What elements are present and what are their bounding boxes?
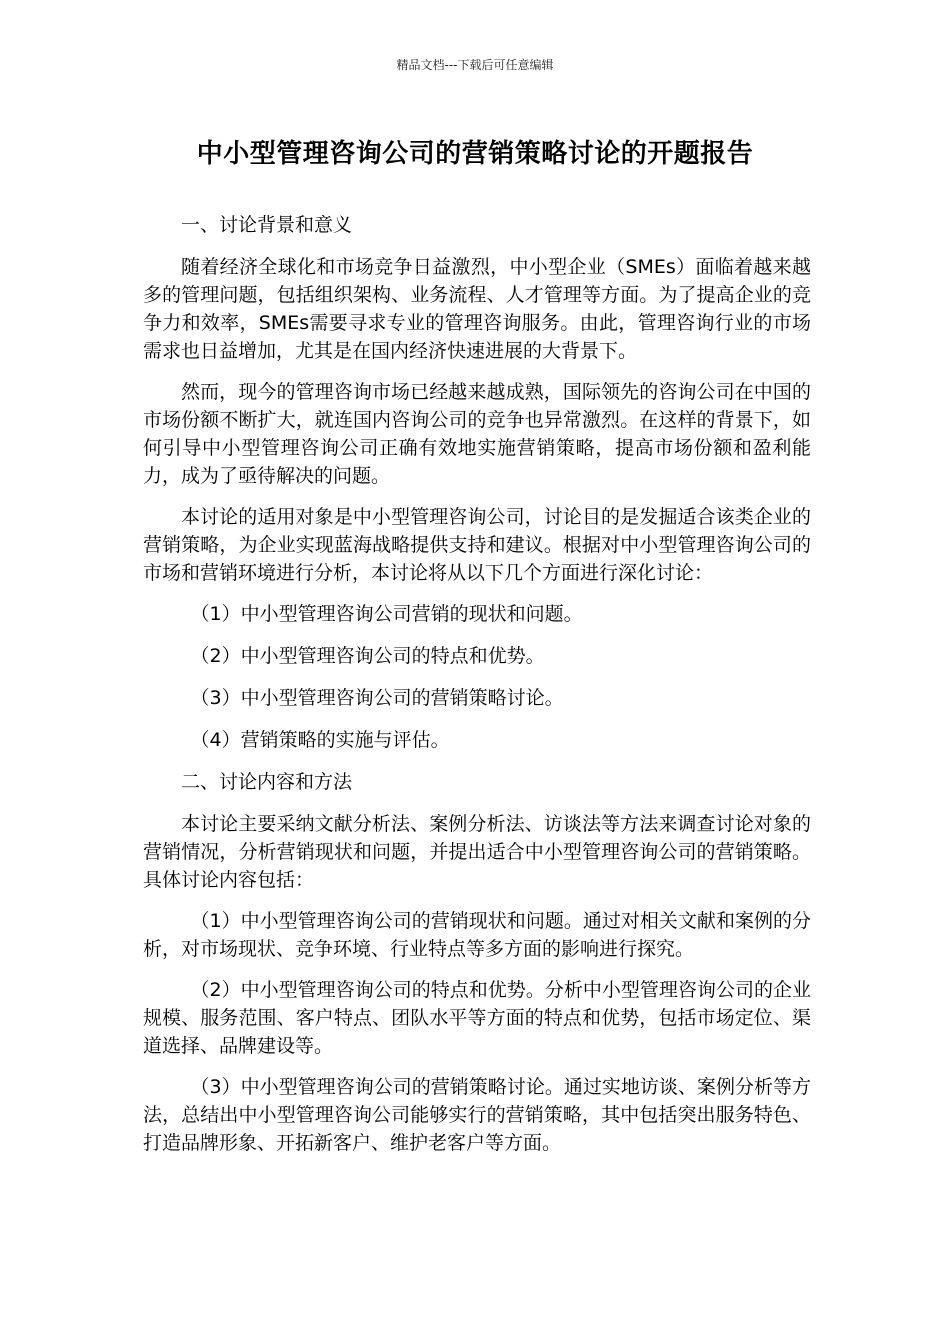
section-heading-methods: 二、讨论内容和方法 (181, 771, 353, 793)
page-header-note: 精品文档---下载后可任意编辑 (396, 58, 554, 72)
detail-paragraph-2: （2）中小型管理咨询公司的特点和优势。分析中小型管理咨询公司的企业规模、服务范围、客户特点、团队水平等方面的特点和优势，包括市场定位、渠道选择、品牌建设等。 (143, 979, 811, 1057)
paragraph-methods-intro: 本讨论主要采纳文献分析法、案例分析法、访谈法等方法来调查讨论对象的营销情况，分析营销现状和问题，并提出适合中小型管理咨询公司的营销策略。具体讨论内容包括： (143, 813, 811, 891)
paragraph-background-2: 然而，现今的管理咨询市场已经越来越成熟，国际领先的咨询公司在中国的市场份额不断扩大，就连国内咨询公司的竞争也异常激烈。在这样的背景下，如何引导中小型管理咨询公司正确有效地实施营销策略，提高市场份额和盈利能力，成为了亟待解决的问题。 (143, 381, 811, 487)
document-body (143, 211, 811, 1170)
detail-paragraph-3: （3）中小型管理咨询公司的营销策略讨论。通过实地访谈、案例分析等方法，总结出中小型管理咨询公司能够实行的营销策略，其中包括突出服务特色、打造品牌形象、开拓新客户、维护老客户等方面。 (143, 1076, 811, 1154)
list-item-4: （4）营销策略的实施与评估。 (190, 729, 450, 751)
list-item-3: （3）中小型管理咨询公司的营销策略讨论。 (190, 687, 564, 709)
paragraph-background-3: 本讨论的适用对象是中小型管理咨询公司，讨论目的是发掘适合该类企业的营销策略，为企业实现蓝海战略提供支持和建议。根据对中小型管理咨询公司的市场和营销环境进行分析，本讨论将从以下几个方面进行深化讨论： (143, 506, 811, 584)
section-heading-background: 一、讨论背景和意义 (181, 214, 353, 236)
list-item-2: （2）中小型管理咨询公司的特点和优势。 (190, 645, 545, 667)
detail-paragraph-1: （1）中小型管理咨询公司的营销现状和问题。通过对相关文献和案例的分析，对市场现状、竞争环境、行业特点等多方面的影响进行探究。 (143, 910, 811, 960)
list-item-1: （1）中小型管理咨询公司营销的现状和问题。 (190, 603, 583, 625)
paragraph-background-1: 随着经济全球化和市场竞争日益激烈，中小型企业（SMEs）面临着越来越多的管理问题，包括组织架构、业务流程、人才管理等方面。为了提高企业的竞争力和效率，SMEs需要寻求专业的管理咨询服务。由此，管理咨询行业的市场需求也日益增加，尤其是在国内经济快速进展的大背景下。 (143, 256, 811, 362)
document-title: 中小型管理咨询公司的营销策略讨论的开题报告 (196, 139, 754, 169)
